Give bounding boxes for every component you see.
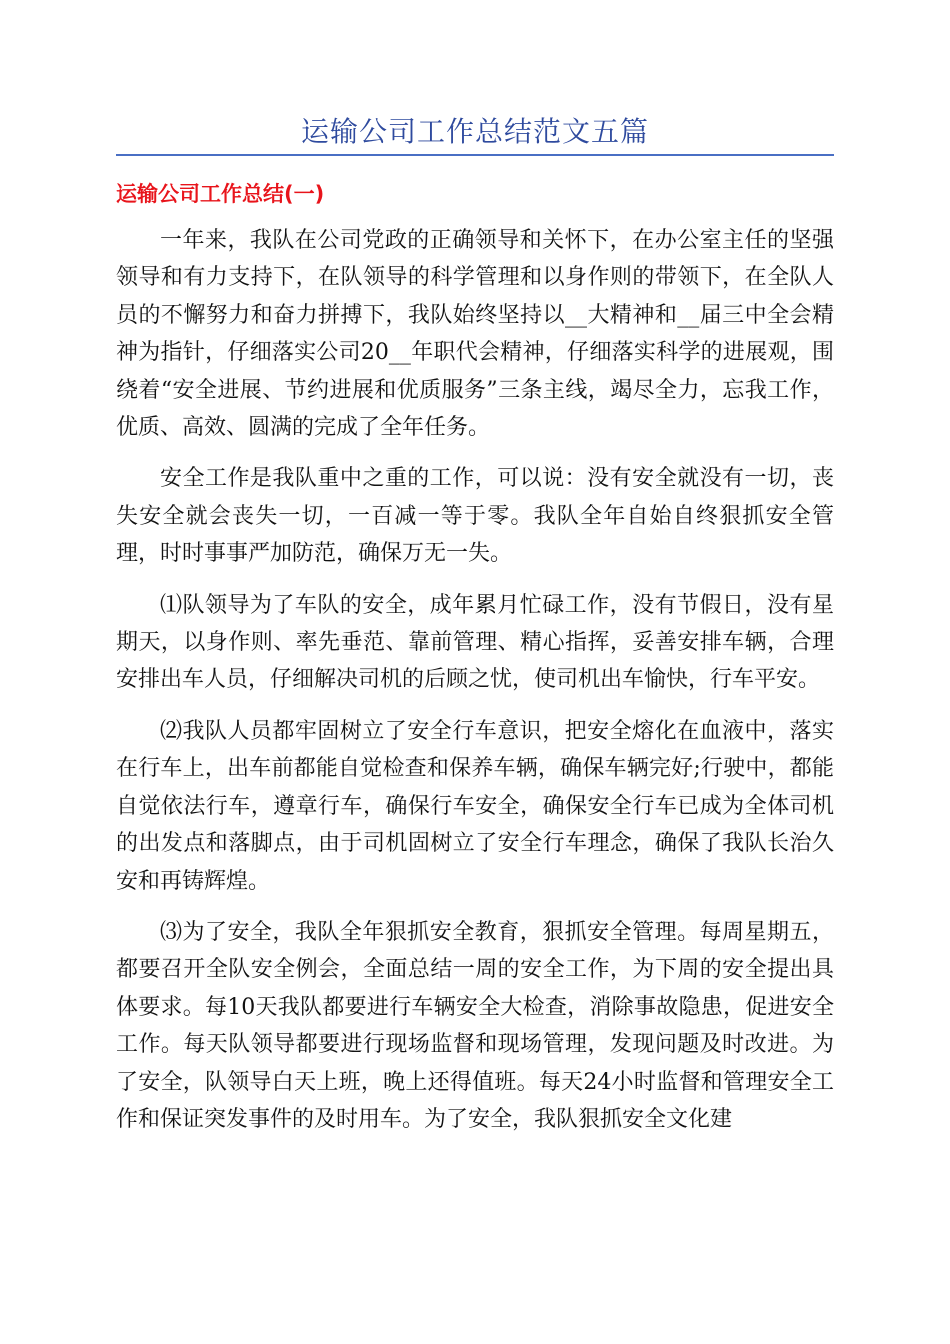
paragraph-4: ⑵我队人员都牢固树立了安全行车意识，把安全熔化在血液中，落实在行车上，出车前都能自觉检查和保养车辆，确保车辆完好;行驶中，都能自觉依法行车，遵章行车，确保行车安全，确保安全行车已成为全体司机的出发点和落脚点，由于司机固树立了安全行车理念，确保了我队长治久安和再铸辉煌。	[116, 718, 834, 894]
paragraph-1: 一年来，我队在公司党政的正确领导和关怀下，在办公室主任的坚强领导和有力支持下，在队领导的科学管理和以身作则的带领下，在全队人员的不懈努力和奋力拼搏下，我队始终坚持以__大精神和__届三中全会精神为指针，仔细落实公司20__年职代会精神，仔细落实科学的进展观，围绕着“安全进展、节约进展和优质服务”三条主线，竭尽全力，忘我工作，优质、高效、圆满的完成了全年任务。	[116, 228, 834, 441]
paragraph-2: 安全工作是我队重中之重的工作，可以说：没有安全就没有一切，丧失安全就会丧失一切，一百减一等于零。我队全年自始自终狠抓安全管理，时时事事严加防范，确保万无一失。	[116, 466, 834, 567]
paragraph-3: ⑴队领导为了车队的安全，成年累月忙碌工作，没有节假日，没有星期天，以身作则、率先垂范、靠前管理、精心指挥，妥善安排车辆，合理安排出车人员，仔细解决司机的后顾之忧，使司机出车愉快，行车平安。	[116, 592, 834, 693]
document-body	[116, 222, 834, 1152]
paragraph-5: ⑶为了安全，我队全年狠抓安全教育，狠抓安全管理。每周星期五，都要召开全队安全例会，全面总结一周的安全工作，为下周的安全提出具体要求。每10天我队都要进行车辆安全大检查，消除事故隐患，促进安全工作。每天队领导都要进行现场监督和现场管理，发现问题及时改进。为了安全，队领导白天上班，晚上还得值班。每天24小时监督和管理安全工作和保证突发事件的及时用车。为了安全，我队狠抓安全文化建	[116, 919, 834, 1132]
title-underline	[116, 154, 834, 156]
document-title: 运输公司工作总结范文五篇	[300, 115, 649, 148]
section-heading: 运输公司工作总结(一)	[116, 182, 325, 206]
